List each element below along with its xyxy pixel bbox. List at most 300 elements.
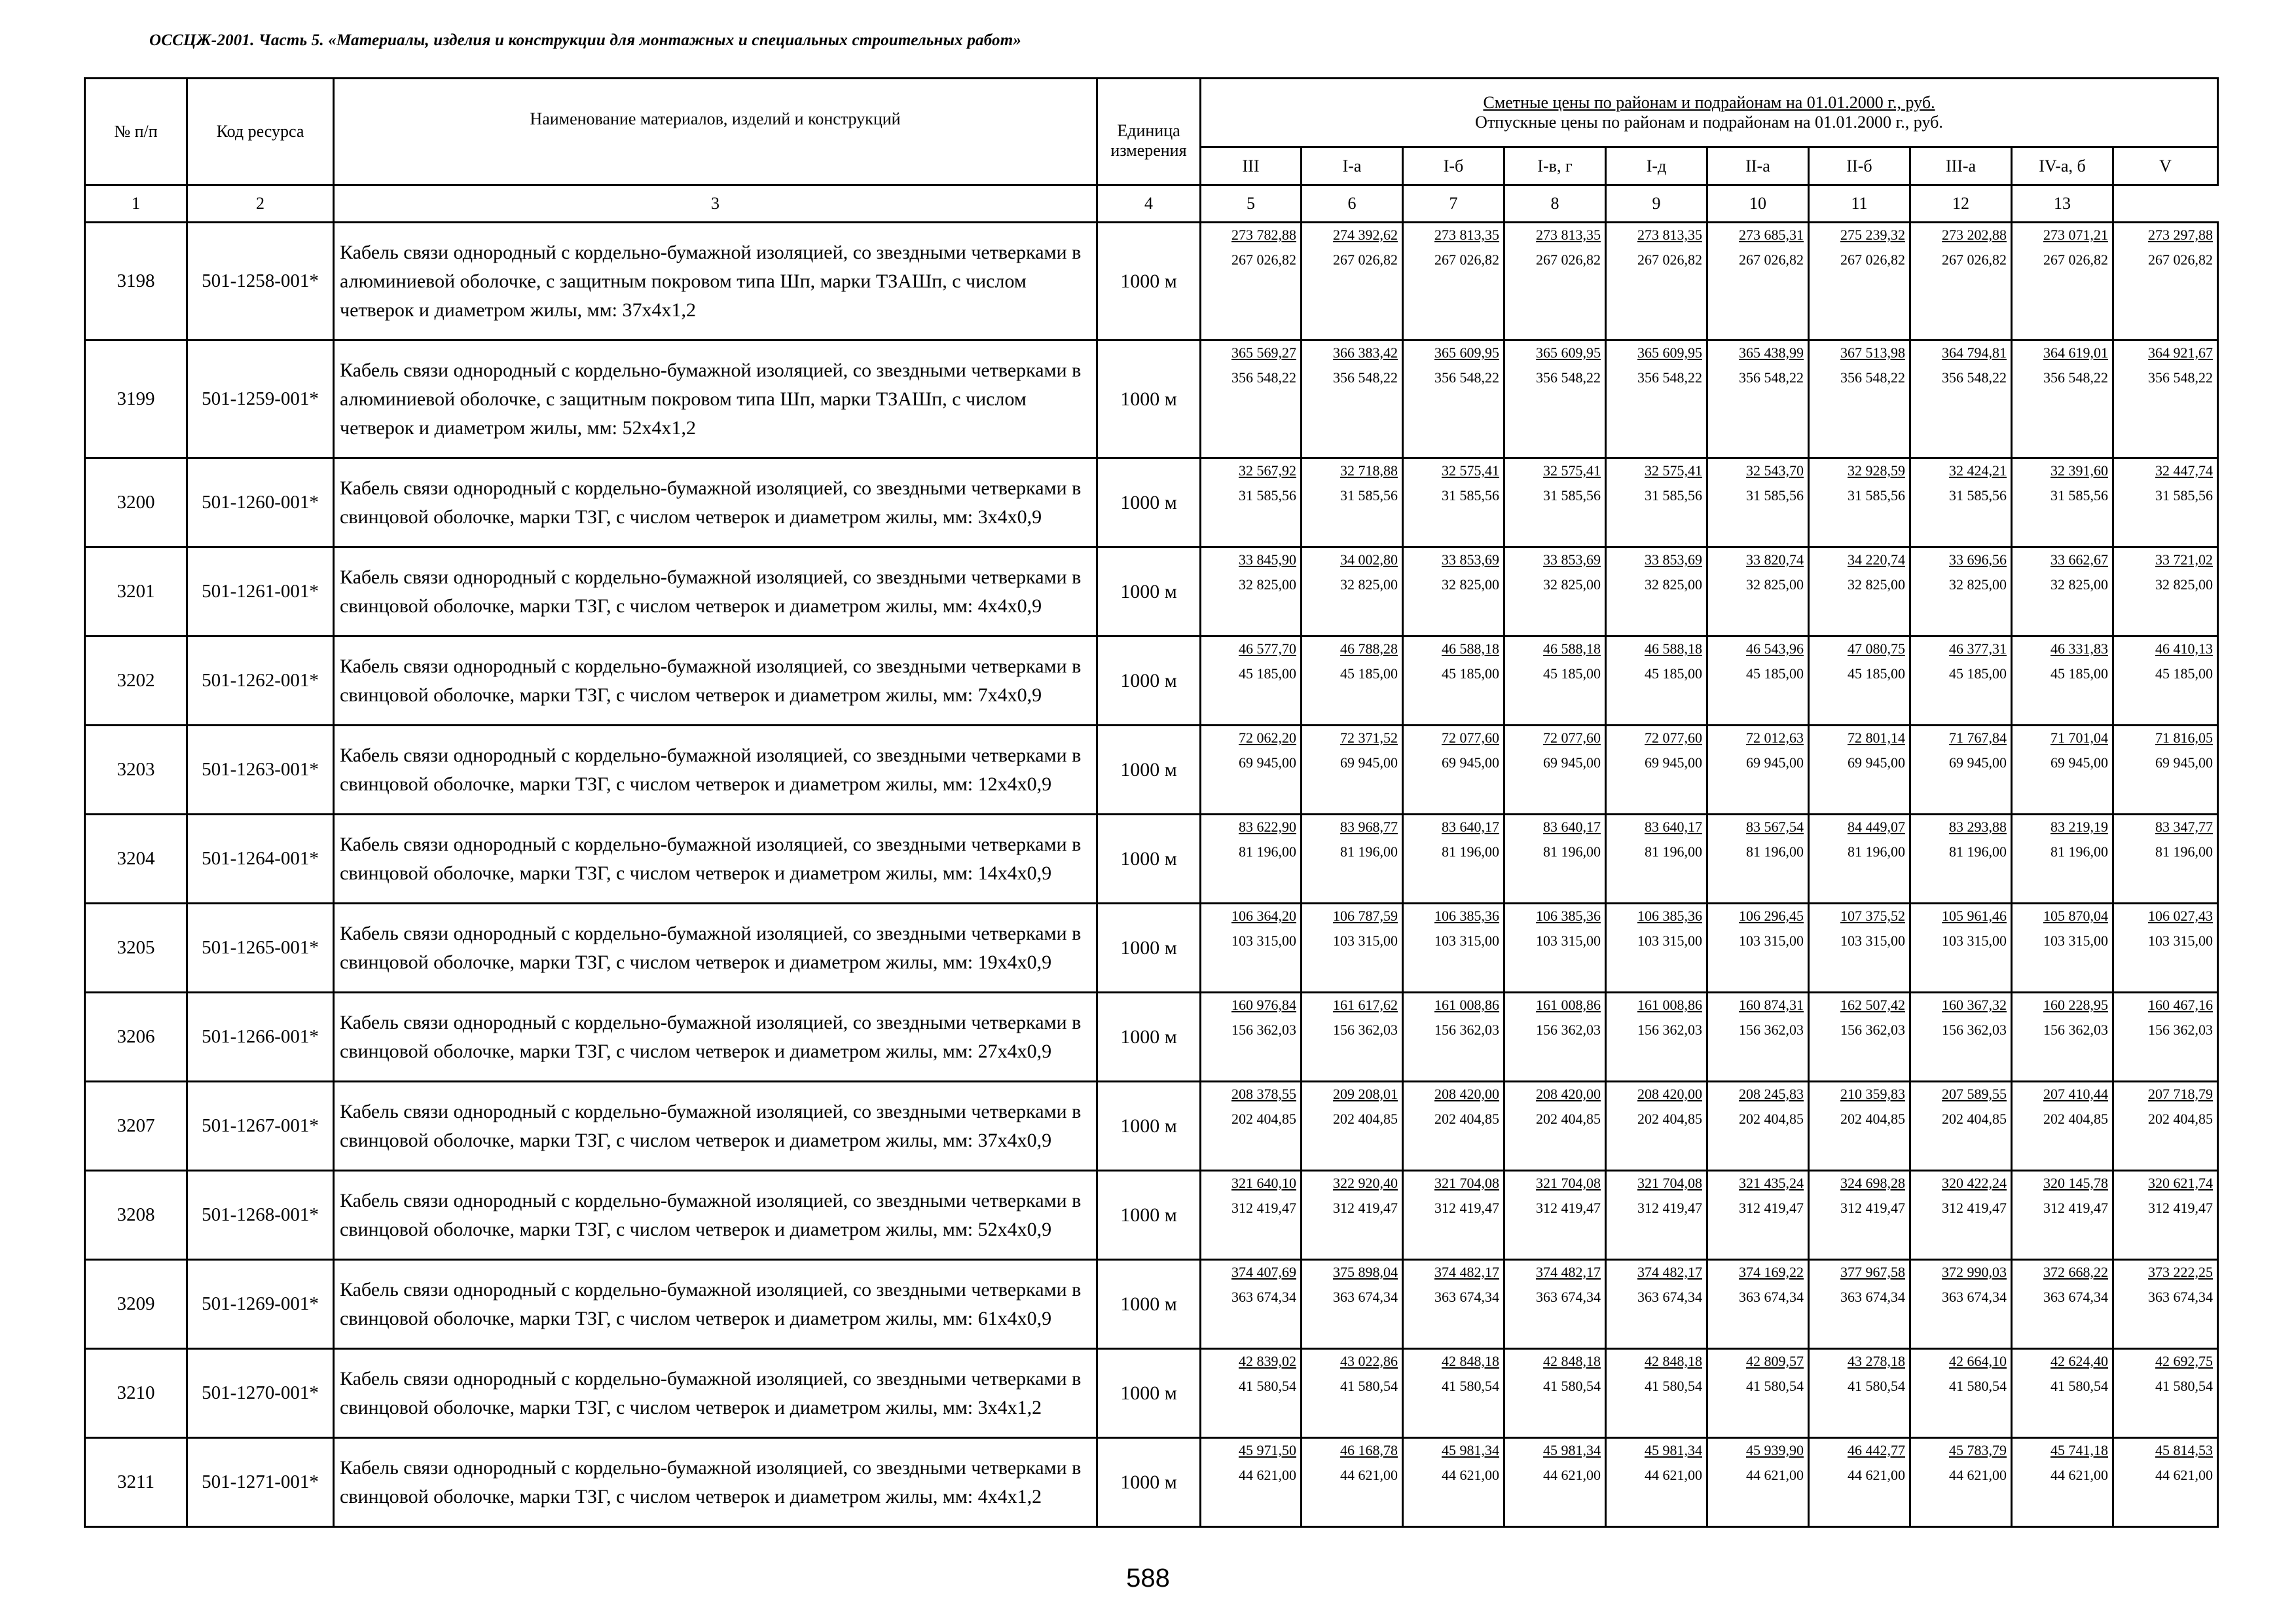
resource-code: 501-1269-001* bbox=[187, 1260, 334, 1349]
material-name: Кабель связи однородный с кордельно-бумажной изоляцией, со звездными четверками в свинцовой оболочке, марки ТЗГ, с числом четверок и диаметром жилы, мм: 61х4х0,9 bbox=[334, 1260, 1097, 1349]
release-price: 44 621,00 bbox=[1645, 1467, 1702, 1483]
material-name: Кабель связи однородный с кордельно-бумажной изоляцией, со звездными четверками в свинцовой оболочке, марки ТЗГ, с числом четверок и диаметром жилы, мм: 19х4х0,9 bbox=[334, 904, 1097, 993]
release-price: 69 945,00 bbox=[2155, 754, 2214, 771]
price-cell bbox=[2012, 341, 2113, 458]
material-name: Кабель связи однородный с кордельно-бумажной изоляцией, со звездными четверками в алюминиевой оболочке, с защитным покровом типа Шп, марки ТЗАШп, с числом четверок и диаметром жилы, мм: 52х4х1,2 bbox=[334, 341, 1097, 458]
price-cell bbox=[1809, 458, 1910, 547]
material-name: Кабель связи однородный с кордельно-бумажной изоляцией, со звездными четверками в свинцовой оболочке, марки ТЗГ, с числом четверок и диаметром жилы, мм: 52х4х0,9 bbox=[334, 1171, 1097, 1260]
estimate-price: 33 662,67 bbox=[2050, 551, 2108, 568]
estimate-price: 321 704,08 bbox=[1434, 1175, 1499, 1191]
column-number: 11 bbox=[1809, 185, 1910, 223]
price-cell bbox=[1201, 815, 1302, 904]
price-cell bbox=[2113, 458, 2218, 547]
release-price: 202 404,85 bbox=[1434, 1111, 1499, 1127]
estimate-price: 207 589,55 bbox=[1942, 1086, 2007, 1102]
release-price: 32 825,00 bbox=[1848, 576, 1905, 593]
release-price: 312 419,47 bbox=[1637, 1200, 1702, 1216]
price-cell bbox=[2012, 547, 2113, 637]
col-header-unit: Единица измерения bbox=[1097, 79, 1201, 185]
estimate-price: 83 347,77 bbox=[2155, 819, 2214, 835]
release-price: 267 026,82 bbox=[1840, 251, 1905, 268]
release-price: 103 315,00 bbox=[2148, 932, 2214, 949]
price-cell bbox=[1403, 547, 1504, 637]
release-price: 41 580,54 bbox=[2155, 1378, 2214, 1394]
release-price: 156 362,03 bbox=[1840, 1022, 1905, 1038]
price-cell bbox=[1302, 815, 1403, 904]
estimate-price: 83 640,17 bbox=[1645, 819, 1702, 835]
estimate-price: 33 853,69 bbox=[1442, 551, 1499, 568]
region-header: II-б bbox=[1809, 147, 1910, 185]
release-price: 69 945,00 bbox=[1645, 754, 1702, 771]
price-cell bbox=[1606, 726, 1707, 815]
estimate-price: 32 718,88 bbox=[1340, 462, 1398, 479]
release-price: 103 315,00 bbox=[1739, 932, 1804, 949]
release-price: 45 185,00 bbox=[1340, 665, 1398, 682]
col-header-prices bbox=[1201, 79, 2218, 147]
release-price: 267 026,82 bbox=[2148, 251, 2214, 268]
estimate-price: 273 071,21 bbox=[2043, 227, 2108, 243]
estimate-price: 72 371,52 bbox=[1340, 729, 1398, 746]
estimate-price: 32 575,41 bbox=[1645, 462, 1702, 479]
col-header-name: Наименование материалов, изделий и конструкций bbox=[334, 79, 1097, 185]
price-cell bbox=[1707, 1082, 1809, 1171]
row-number: 3209 bbox=[85, 1260, 187, 1349]
estimate-price: 42 848,18 bbox=[1442, 1353, 1499, 1369]
estimate-price: 43 278,18 bbox=[1848, 1353, 1905, 1369]
release-price: 81 196,00 bbox=[1442, 843, 1499, 860]
row-number: 3199 bbox=[85, 341, 187, 458]
price-cell bbox=[1504, 637, 1606, 726]
release-price: 31 585,56 bbox=[1949, 487, 2007, 504]
release-price: 363 674,34 bbox=[1536, 1289, 1601, 1305]
estimate-price: 106 787,59 bbox=[1333, 908, 1398, 924]
price-table bbox=[84, 77, 2219, 1528]
price-cell bbox=[1809, 1171, 1910, 1260]
estimate-price: 365 609,95 bbox=[1434, 344, 1499, 361]
estimate-price: 42 848,18 bbox=[1645, 1353, 1702, 1369]
release-price: 312 419,47 bbox=[1942, 1200, 2007, 1216]
release-price: 103 315,00 bbox=[1434, 932, 1499, 949]
estimate-price: 72 062,20 bbox=[1239, 729, 1296, 746]
unit-of-measure: 1000 м bbox=[1097, 1260, 1201, 1349]
release-price: 45 185,00 bbox=[2050, 665, 2108, 682]
estimate-price: 32 567,92 bbox=[1239, 462, 1296, 479]
estimate-price: 46 543,96 bbox=[1746, 640, 1804, 657]
price-cell bbox=[1606, 547, 1707, 637]
unit-of-measure: 1000 м bbox=[1097, 904, 1201, 993]
col-header-code: Код ресурса bbox=[187, 79, 334, 185]
row-number: 3207 bbox=[85, 1082, 187, 1171]
release-price: 31 585,56 bbox=[2050, 487, 2108, 504]
price-cell bbox=[2113, 1171, 2218, 1260]
price-cell bbox=[1707, 1349, 1809, 1438]
release-price: 32 825,00 bbox=[1746, 576, 1804, 593]
estimate-price: 207 718,79 bbox=[2148, 1086, 2214, 1102]
resource-code: 501-1264-001* bbox=[187, 815, 334, 904]
release-price: 312 419,47 bbox=[2043, 1200, 2108, 1216]
release-price: 81 196,00 bbox=[1645, 843, 1702, 860]
release-price: 356 548,22 bbox=[1333, 369, 1398, 386]
estimate-price: 83 968,77 bbox=[1340, 819, 1398, 835]
resource-code: 501-1266-001* bbox=[187, 993, 334, 1082]
release-price: 31 585,56 bbox=[2155, 487, 2214, 504]
resource-code: 501-1262-001* bbox=[187, 637, 334, 726]
estimate-price: 162 507,42 bbox=[1840, 997, 1905, 1013]
estimate-price: 43 022,86 bbox=[1340, 1353, 1398, 1369]
release-price: 202 404,85 bbox=[1942, 1111, 2007, 1127]
release-price: 44 621,00 bbox=[1340, 1467, 1398, 1483]
release-price: 69 945,00 bbox=[1848, 754, 1905, 771]
estimate-price: 33 853,69 bbox=[1645, 551, 1702, 568]
price-cell bbox=[1910, 341, 2012, 458]
price-cell bbox=[2012, 993, 2113, 1082]
release-price: 156 362,03 bbox=[1739, 1022, 1804, 1038]
release-price: 69 945,00 bbox=[1442, 754, 1499, 771]
release-price: 31 585,56 bbox=[1340, 487, 1398, 504]
price-cell bbox=[1504, 1171, 1606, 1260]
price-cell bbox=[1403, 341, 1504, 458]
estimate-price: 42 664,10 bbox=[1949, 1353, 2007, 1369]
price-cell bbox=[1809, 904, 1910, 993]
estimate-price: 208 245,83 bbox=[1739, 1086, 1804, 1102]
table-row bbox=[85, 1349, 2218, 1438]
release-price: 103 315,00 bbox=[1942, 932, 2007, 949]
row-number: 3202 bbox=[85, 637, 187, 726]
column-number: 12 bbox=[1910, 185, 2012, 223]
release-price: 312 419,47 bbox=[1231, 1200, 1296, 1216]
estimate-price: 83 622,90 bbox=[1239, 819, 1296, 835]
estimate-price: 161 008,86 bbox=[1536, 997, 1601, 1013]
price-cell bbox=[1201, 1438, 1302, 1527]
release-price: 32 825,00 bbox=[1340, 576, 1398, 593]
row-number: 3204 bbox=[85, 815, 187, 904]
release-price: 31 585,56 bbox=[1543, 487, 1601, 504]
price-cell bbox=[1403, 223, 1504, 341]
release-price: 31 585,56 bbox=[1442, 487, 1499, 504]
price-cell bbox=[1403, 1349, 1504, 1438]
price-cell bbox=[1201, 1082, 1302, 1171]
price-cell bbox=[2012, 458, 2113, 547]
release-price: 45 185,00 bbox=[1848, 665, 1905, 682]
resource-code: 501-1270-001* bbox=[187, 1349, 334, 1438]
estimate-price: 32 424,21 bbox=[1949, 462, 2007, 479]
release-price: 45 185,00 bbox=[2155, 665, 2214, 682]
release-price: 363 674,34 bbox=[1434, 1289, 1499, 1305]
table-row bbox=[85, 1260, 2218, 1349]
release-price: 81 196,00 bbox=[2050, 843, 2108, 860]
price-cell bbox=[2012, 637, 2113, 726]
estimate-price: 160 228,95 bbox=[2043, 997, 2108, 1013]
release-price: 356 548,22 bbox=[1536, 369, 1601, 386]
estimate-price: 45 981,34 bbox=[1645, 1442, 1702, 1458]
release-price: 363 674,34 bbox=[1840, 1289, 1905, 1305]
region-header: I-б bbox=[1403, 147, 1504, 185]
estimate-price: 273 685,31 bbox=[1739, 227, 1804, 243]
release-price: 81 196,00 bbox=[1949, 843, 2007, 860]
release-price: 156 362,03 bbox=[1231, 1022, 1296, 1038]
release-price: 69 945,00 bbox=[1949, 754, 2007, 771]
estimate-price: 71 767,84 bbox=[1949, 729, 2007, 746]
price-cell bbox=[1606, 1260, 1707, 1349]
release-price: 81 196,00 bbox=[1239, 843, 1296, 860]
estimate-price: 72 077,60 bbox=[1543, 729, 1601, 746]
release-price: 356 548,22 bbox=[1739, 369, 1804, 386]
release-price: 69 945,00 bbox=[1340, 754, 1398, 771]
price-cell bbox=[1910, 1171, 2012, 1260]
price-cell bbox=[1809, 223, 1910, 341]
release-price: 41 580,54 bbox=[1848, 1378, 1905, 1394]
estimate-price: 32 391,60 bbox=[2050, 462, 2108, 479]
price-cell bbox=[1504, 726, 1606, 815]
unit-of-measure: 1000 м bbox=[1097, 815, 1201, 904]
column-number: 7 bbox=[1403, 185, 1504, 223]
estimate-price: 46 588,18 bbox=[1442, 640, 1499, 657]
release-price: 81 196,00 bbox=[1543, 843, 1601, 860]
price-cell bbox=[2113, 637, 2218, 726]
row-number: 3211 bbox=[85, 1438, 187, 1527]
estimate-price: 208 420,00 bbox=[1434, 1086, 1499, 1102]
price-cell bbox=[1809, 1082, 1910, 1171]
estimate-price: 105 870,04 bbox=[2043, 908, 2108, 924]
price-cell bbox=[1606, 1438, 1707, 1527]
price-cell bbox=[1302, 458, 1403, 547]
price-cell bbox=[1606, 993, 1707, 1082]
release-price: 103 315,00 bbox=[1840, 932, 1905, 949]
release-price: 32 825,00 bbox=[2050, 576, 2108, 593]
price-cell bbox=[1201, 1171, 1302, 1260]
prices-title-line2: Отпускные цены по районам и подрайонам на 01.01.2000 г., руб. bbox=[1475, 113, 1943, 132]
estimate-price: 372 990,03 bbox=[1942, 1264, 2007, 1280]
price-cell bbox=[1504, 547, 1606, 637]
estimate-price: 45 783,79 bbox=[1949, 1442, 2007, 1458]
price-cell bbox=[1809, 993, 1910, 1082]
release-price: 103 315,00 bbox=[2043, 932, 2108, 949]
price-cell bbox=[2012, 815, 2113, 904]
release-price: 41 580,54 bbox=[2050, 1378, 2108, 1394]
price-cell bbox=[1707, 1438, 1809, 1527]
estimate-price: 160 976,84 bbox=[1231, 997, 1296, 1013]
column-number: 9 bbox=[1606, 185, 1707, 223]
estimate-price: 273 202,88 bbox=[1942, 227, 2007, 243]
price-cell bbox=[1606, 1349, 1707, 1438]
column-number: 13 bbox=[2012, 185, 2113, 223]
price-cell bbox=[1504, 815, 1606, 904]
estimate-price: 46 788,28 bbox=[1340, 640, 1398, 657]
unit-of-measure: 1000 м bbox=[1097, 458, 1201, 547]
price-cell bbox=[1707, 341, 1809, 458]
prices-title-line1: Сметные цены по районам и подрайонам на 01.01.2000 г., руб. bbox=[1483, 93, 1935, 112]
release-price: 156 362,03 bbox=[1942, 1022, 2007, 1038]
column-number: 5 bbox=[1201, 185, 1302, 223]
row-number: 3198 bbox=[85, 223, 187, 341]
release-price: 363 674,34 bbox=[2148, 1289, 2214, 1305]
resource-code: 501-1258-001* bbox=[187, 223, 334, 341]
price-cell bbox=[1910, 637, 2012, 726]
estimate-price: 45 981,34 bbox=[1442, 1442, 1499, 1458]
estimate-price: 366 383,42 bbox=[1333, 344, 1398, 361]
release-price: 156 362,03 bbox=[2043, 1022, 2108, 1038]
price-cell bbox=[1403, 993, 1504, 1082]
release-price: 202 404,85 bbox=[1333, 1111, 1398, 1127]
estimate-price: 106 385,36 bbox=[1536, 908, 1601, 924]
release-price: 41 580,54 bbox=[1949, 1378, 2007, 1394]
price-cell bbox=[1504, 1349, 1606, 1438]
price-cell bbox=[1201, 904, 1302, 993]
estimate-price: 208 420,00 bbox=[1536, 1086, 1601, 1102]
region-header: I-в, г bbox=[1504, 147, 1606, 185]
estimate-price: 208 378,55 bbox=[1231, 1086, 1296, 1102]
release-price: 363 674,34 bbox=[1942, 1289, 2007, 1305]
estimate-price: 72 801,14 bbox=[1848, 729, 1905, 746]
estimate-price: 71 701,04 bbox=[2050, 729, 2108, 746]
price-cell bbox=[1201, 726, 1302, 815]
material-name: Кабель связи однородный с кордельно-бумажной изоляцией, со звездными четверками в свинцовой оболочке, марки ТЗГ, с числом четверок и диаметром жилы, мм: 27х4х0,9 bbox=[334, 993, 1097, 1082]
release-price: 45 185,00 bbox=[1543, 665, 1601, 682]
price-cell bbox=[1201, 458, 1302, 547]
price-cell bbox=[1504, 1082, 1606, 1171]
estimate-price: 45 939,90 bbox=[1746, 1442, 1804, 1458]
estimate-price: 33 845,90 bbox=[1239, 551, 1296, 568]
estimate-price: 321 704,08 bbox=[1637, 1175, 1702, 1191]
price-cell bbox=[1707, 993, 1809, 1082]
price-cell bbox=[1403, 1438, 1504, 1527]
price-cell bbox=[1302, 904, 1403, 993]
material-name: Кабель связи однородный с кордельно-бумажной изоляцией, со звездными четверками в свинцовой оболочке, марки ТЗГ, с числом четверок и диаметром жилы, мм: 37х4х0,9 bbox=[334, 1082, 1097, 1171]
region-header: I-д bbox=[1606, 147, 1707, 185]
price-cell bbox=[1302, 1082, 1403, 1171]
estimate-price: 42 809,57 bbox=[1746, 1353, 1804, 1369]
release-price: 267 026,82 bbox=[1536, 251, 1601, 268]
price-cell bbox=[2012, 1438, 2113, 1527]
price-cell bbox=[1201, 993, 1302, 1082]
estimate-price: 365 609,95 bbox=[1536, 344, 1601, 361]
row-number: 3200 bbox=[85, 458, 187, 547]
release-price: 312 419,47 bbox=[1536, 1200, 1601, 1216]
release-price: 356 548,22 bbox=[2148, 369, 2214, 386]
release-price: 69 945,00 bbox=[1746, 754, 1804, 771]
estimate-price: 321 640,10 bbox=[1231, 1175, 1296, 1191]
unit-of-measure: 1000 м bbox=[1097, 341, 1201, 458]
release-price: 81 196,00 bbox=[2155, 843, 2214, 860]
release-price: 267 026,82 bbox=[1637, 251, 1702, 268]
release-price: 44 621,00 bbox=[1746, 1467, 1804, 1483]
estimate-price: 106 027,43 bbox=[2148, 908, 2214, 924]
release-price: 156 362,03 bbox=[1434, 1022, 1499, 1038]
column-number: 6 bbox=[1302, 185, 1403, 223]
release-price: 267 026,82 bbox=[1231, 251, 1296, 268]
price-cell bbox=[2113, 1260, 2218, 1349]
release-price: 32 825,00 bbox=[1949, 576, 2007, 593]
estimate-price: 42 848,18 bbox=[1543, 1353, 1601, 1369]
estimate-price: 33 696,56 bbox=[1949, 551, 2007, 568]
release-price: 32 825,00 bbox=[1442, 576, 1499, 593]
estimate-price: 71 816,05 bbox=[2155, 729, 2214, 746]
estimate-price: 45 981,34 bbox=[1543, 1442, 1601, 1458]
estimate-price: 45 741,18 bbox=[2050, 1442, 2108, 1458]
price-cell bbox=[1707, 458, 1809, 547]
unit-of-measure: 1000 м bbox=[1097, 547, 1201, 637]
price-cell bbox=[1707, 815, 1809, 904]
release-price: 312 419,47 bbox=[1840, 1200, 1905, 1216]
estimate-price: 273 782,88 bbox=[1231, 227, 1296, 243]
price-cell bbox=[1910, 1082, 2012, 1171]
region-header: IV-а, б bbox=[2012, 147, 2113, 185]
price-cell bbox=[1403, 726, 1504, 815]
price-cell bbox=[1809, 341, 1910, 458]
release-price: 202 404,85 bbox=[1637, 1111, 1702, 1127]
col-header-num: № п/п bbox=[85, 79, 187, 185]
release-price: 267 026,82 bbox=[1739, 251, 1804, 268]
price-cell bbox=[1809, 1349, 1910, 1438]
resource-code: 501-1263-001* bbox=[187, 726, 334, 815]
price-cell bbox=[1302, 726, 1403, 815]
material-name: Кабель связи однородный с кордельно-бумажной изоляцией, со звездными четверками в свинцовой оболочке, марки ТЗГ, с числом четверок и диаметром жилы, мм: 14х4х0,9 bbox=[334, 815, 1097, 904]
resource-code: 501-1267-001* bbox=[187, 1082, 334, 1171]
estimate-price: 160 367,32 bbox=[1942, 997, 2007, 1013]
region-header: V bbox=[2113, 147, 2218, 185]
price-cell bbox=[2012, 904, 2113, 993]
release-price: 156 362,03 bbox=[1333, 1022, 1398, 1038]
release-price: 32 825,00 bbox=[1645, 576, 1702, 593]
release-price: 44 621,00 bbox=[1442, 1467, 1499, 1483]
price-cell bbox=[1606, 904, 1707, 993]
price-cell bbox=[1403, 904, 1504, 993]
price-cell bbox=[1910, 1260, 2012, 1349]
material-name: Кабель связи однородный с кордельно-бумажной изоляцией, со звездными четверками в свинцовой оболочке, марки ТЗГ, с числом четверок и диаметром жилы, мм: 3х4х1,2 bbox=[334, 1349, 1097, 1438]
release-price: 363 674,34 bbox=[2043, 1289, 2108, 1305]
estimate-price: 106 385,36 bbox=[1637, 908, 1702, 924]
region-header: III-а bbox=[1910, 147, 2012, 185]
price-cell bbox=[1910, 815, 2012, 904]
price-cell bbox=[1910, 1349, 2012, 1438]
release-price: 32 825,00 bbox=[1239, 576, 1296, 593]
price-cell bbox=[1809, 1438, 1910, 1527]
release-price: 202 404,85 bbox=[2148, 1111, 2214, 1127]
price-cell bbox=[1707, 1171, 1809, 1260]
price-cell bbox=[1201, 1260, 1302, 1349]
estimate-price: 42 839,02 bbox=[1239, 1353, 1296, 1369]
price-cell bbox=[1504, 1438, 1606, 1527]
row-number: 3201 bbox=[85, 547, 187, 637]
release-price: 356 548,22 bbox=[1231, 369, 1296, 386]
estimate-price: 106 296,45 bbox=[1739, 908, 1804, 924]
price-cell bbox=[1606, 1082, 1707, 1171]
estimate-price: 321 704,08 bbox=[1536, 1175, 1601, 1191]
estimate-price: 322 920,40 bbox=[1333, 1175, 1398, 1191]
price-cell bbox=[1201, 637, 1302, 726]
estimate-price: 210 359,83 bbox=[1840, 1086, 1905, 1102]
price-cell bbox=[1302, 1260, 1403, 1349]
estimate-price: 32 543,70 bbox=[1746, 462, 1804, 479]
estimate-price: 207 410,44 bbox=[2043, 1086, 2108, 1102]
release-price: 156 362,03 bbox=[2148, 1022, 2214, 1038]
release-price: 312 419,47 bbox=[1333, 1200, 1398, 1216]
resource-code: 501-1259-001* bbox=[187, 341, 334, 458]
release-price: 356 548,22 bbox=[1637, 369, 1702, 386]
row-number: 3208 bbox=[85, 1171, 187, 1260]
price-cell bbox=[2113, 993, 2218, 1082]
resource-code: 501-1271-001* bbox=[187, 1438, 334, 1527]
price-cell bbox=[1302, 1438, 1403, 1527]
price-cell bbox=[1403, 1082, 1504, 1171]
estimate-price: 377 967,58 bbox=[1840, 1264, 1905, 1280]
release-price: 356 548,22 bbox=[2043, 369, 2108, 386]
price-cell bbox=[1809, 547, 1910, 637]
estimate-price: 83 567,54 bbox=[1746, 819, 1804, 835]
price-cell bbox=[1606, 223, 1707, 341]
release-price: 45 185,00 bbox=[1949, 665, 2007, 682]
release-price: 356 548,22 bbox=[1840, 369, 1905, 386]
